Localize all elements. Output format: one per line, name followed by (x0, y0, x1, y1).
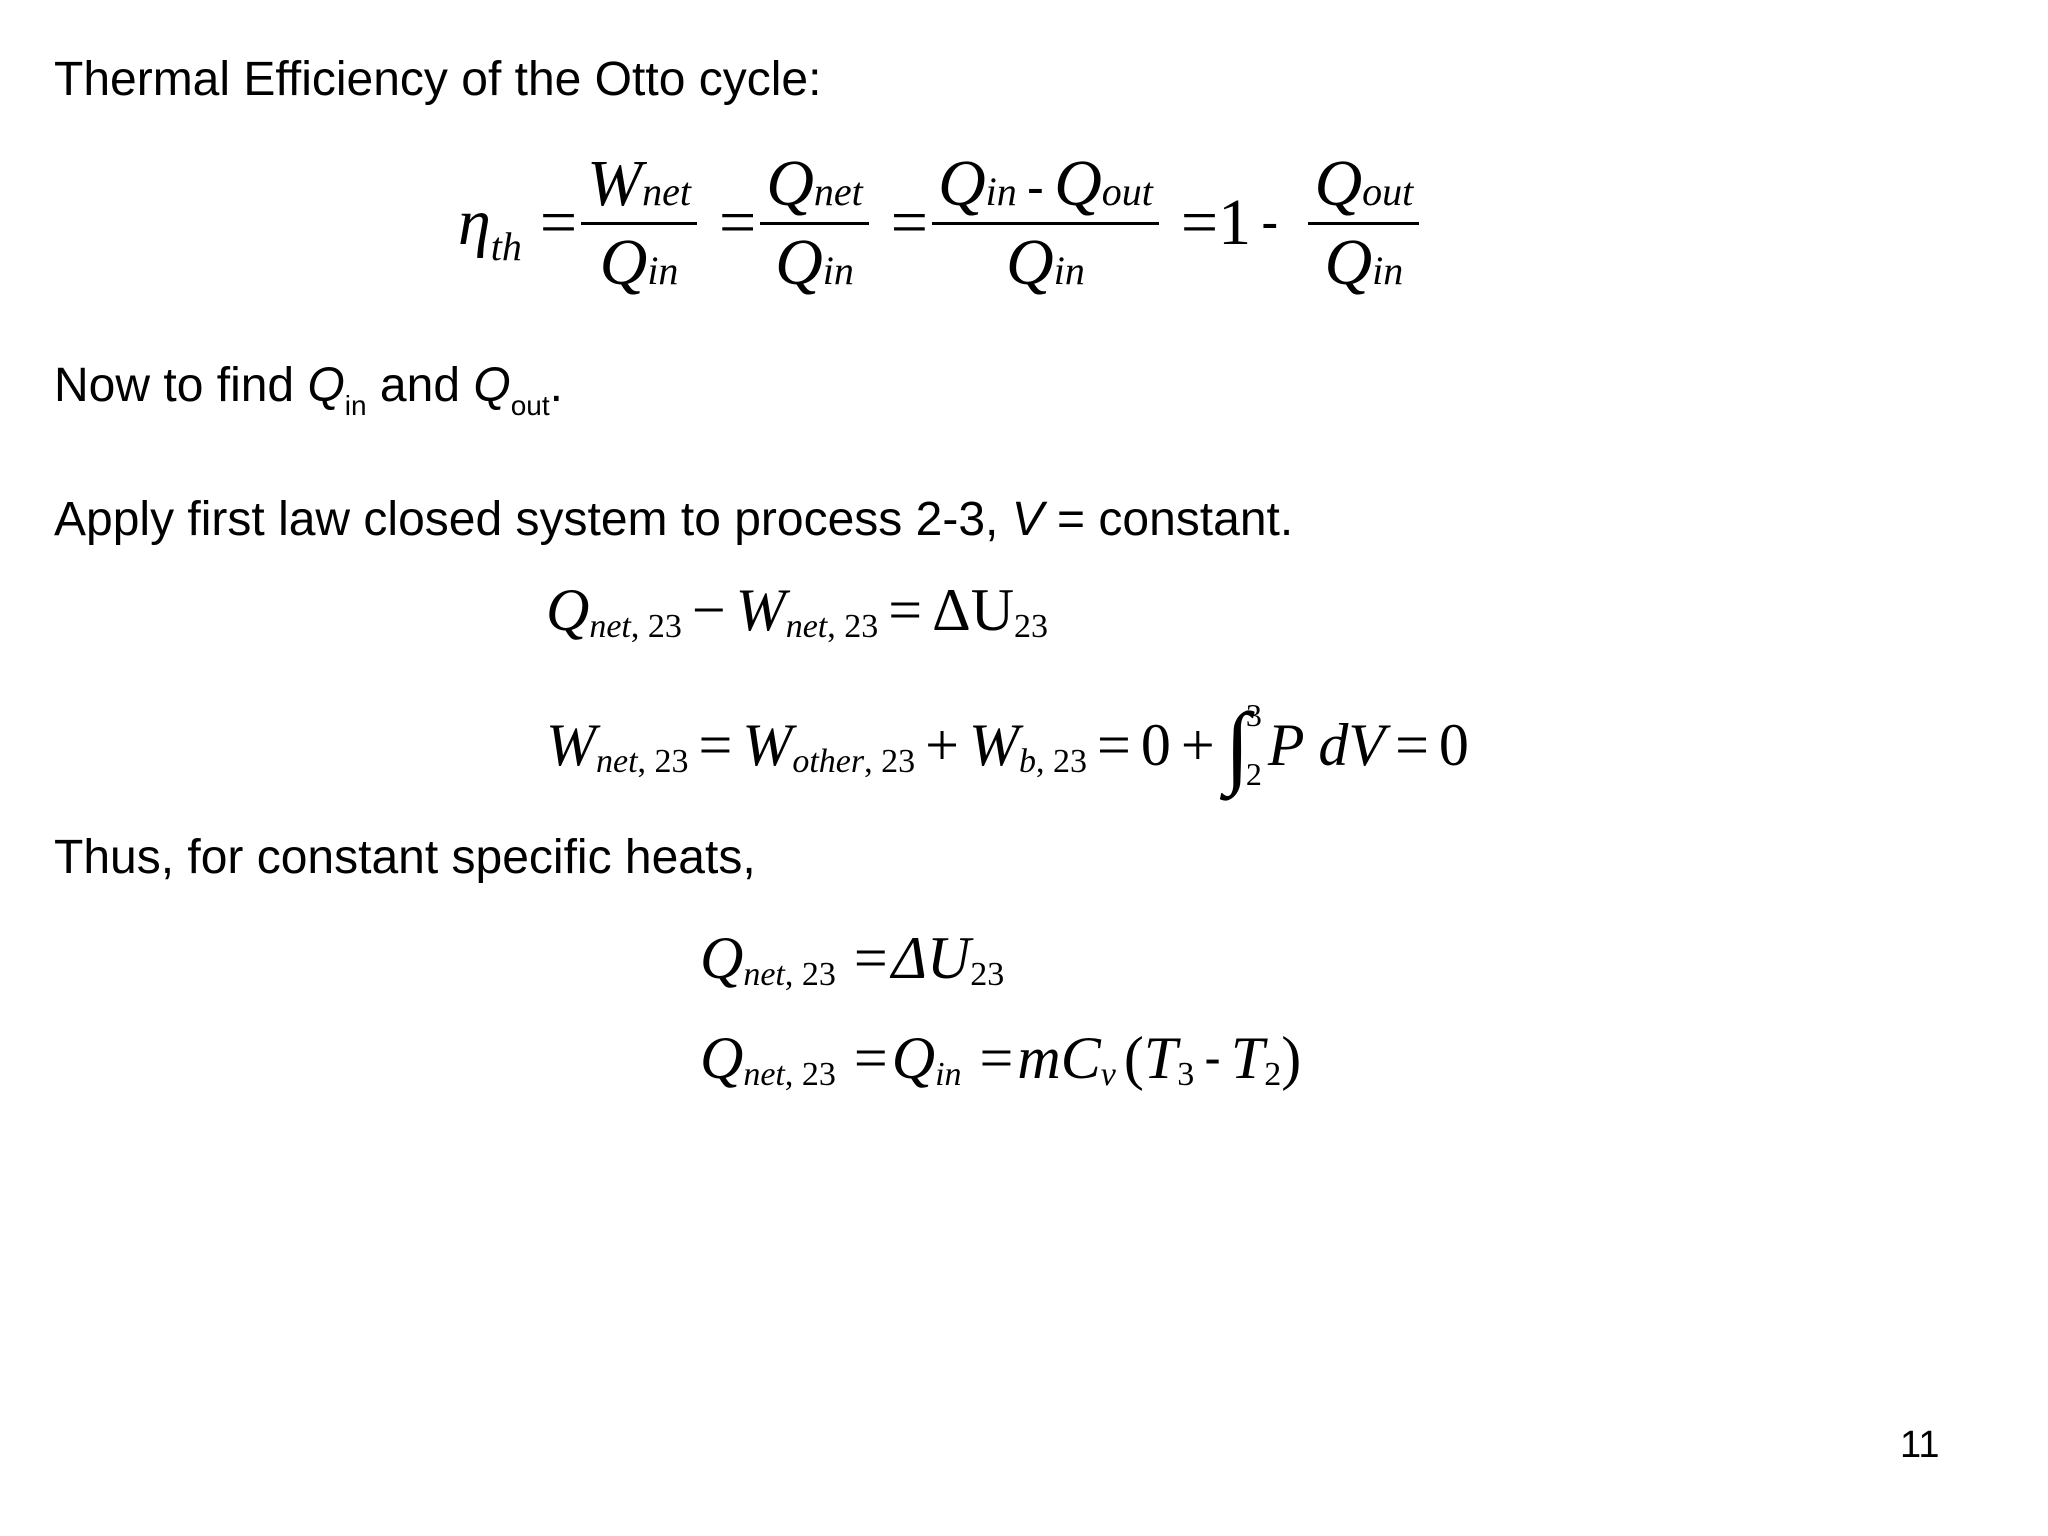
integral-sign: ∫ 3 2 (1224, 694, 1262, 796)
fraction-qin-minus-qout: $\frac{\text{Qin - Qout}}{\text{Qin}}$ (932, 146, 1159, 301)
find-qin-qout-line: Now to find $Q_{in}$ and $Q_{out}$. (54, 359, 563, 421)
constant-specific-heats-line: Thus, for constant specific heats, (54, 831, 756, 884)
eta-subscript: th (490, 223, 522, 269)
fraction-qnet-qin: $\frac{\text{Qnet}}{\text{Qin}}$ (760, 146, 869, 301)
q-equals-delta-u-equation: Q net, 23 = ΔU 23 (700, 924, 1005, 993)
equals-sign: = (890, 186, 928, 259)
efficiency-equation (458, 128, 1419, 318)
minus-sign: - (1261, 194, 1279, 252)
fraction-wnet-qin: $\frac{\text{Wnet}}{\text{Qin}}$ (581, 146, 697, 301)
slide-heading: Thermal Efficiency of the Otto cycle: (54, 53, 822, 106)
eta-symbol: η (458, 186, 491, 259)
apply-first-law-line: Apply first law closed system to process 2-3, V = constant. (54, 493, 1294, 546)
work-equation: W net, 23 = W other, 23 + W b, 23 = 0 + ∫ 3 2 P dV = 0 (546, 694, 1469, 796)
equals-sign: = (718, 186, 757, 259)
first-law-equation: Q net, 23 − W net, 23 = ΔU 23 (546, 576, 1049, 645)
equals-sign: = (539, 186, 578, 259)
one: 1 (1218, 186, 1252, 259)
qin-equation: Q net, 23 = Q in = mC v ( T 3 - T 2 ) (700, 1024, 1302, 1093)
fraction-qout-qin: $\frac{\text{Qout}}{\text{Qin}}$ (1308, 146, 1419, 301)
page-number: 11 (1900, 1424, 1940, 1466)
equals-sign: = (1180, 186, 1219, 259)
